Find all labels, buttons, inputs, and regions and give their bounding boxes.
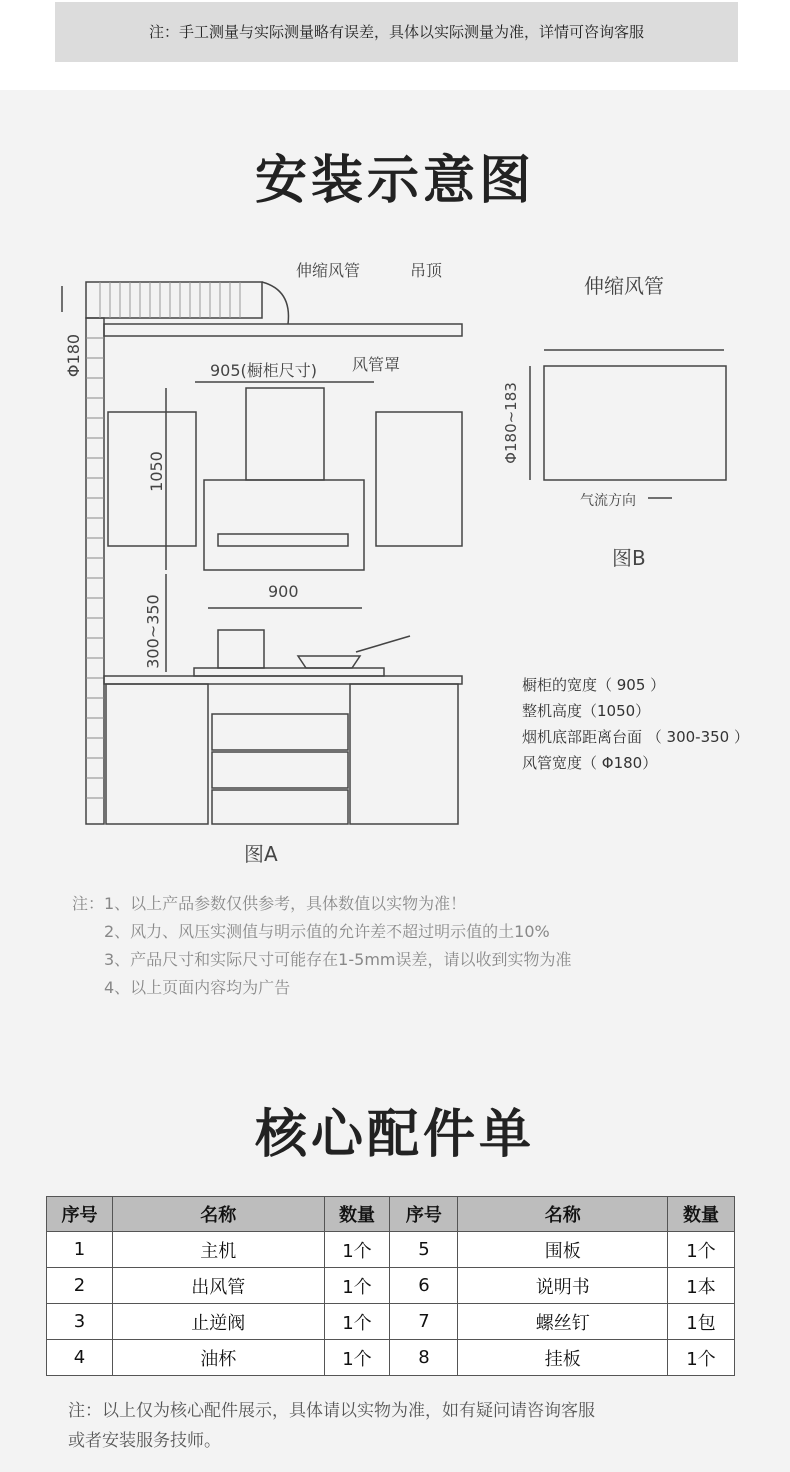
dim-pipe: Φ180 [64, 333, 84, 378]
hood-body [204, 480, 364, 570]
diagram-drawing [0, 240, 790, 880]
dim-clearance: 300~350 [143, 594, 163, 669]
figure-b-label: 图B [612, 546, 646, 570]
label-ceiling: 吊顶 [410, 261, 443, 280]
ceiling [104, 324, 462, 336]
table-cell: 1个 [324, 1268, 390, 1304]
table-cell: 围板 [458, 1232, 668, 1268]
measurement-notice: 注：手工测量与实际测量略有误差，具体以实际测量为准，详情可咨询客服 [55, 2, 738, 62]
header-cell: 序号 [47, 1197, 113, 1232]
parts-table [46, 1196, 735, 1376]
table-cell: 1个 [668, 1232, 735, 1268]
wall [86, 318, 104, 824]
base-cabinet-left [106, 684, 208, 824]
notes [72, 890, 572, 1002]
header-cell: 序号 [390, 1197, 458, 1232]
table-cell: 4 [47, 1340, 113, 1376]
table-cell: 3 [47, 1304, 113, 1340]
airflow-label: 气流方向 [580, 493, 636, 509]
table-cell: 螺丝钉 [458, 1304, 668, 1340]
hood-panel [218, 534, 348, 546]
duct-top [86, 282, 262, 318]
countertop [104, 676, 462, 684]
table-row [47, 1304, 735, 1340]
table-row [47, 1268, 735, 1304]
table-cell: 5 [390, 1232, 458, 1268]
table-cell: 1包 [668, 1304, 735, 1340]
label-duct: 伸缩风管 [296, 261, 361, 280]
header-cell: 数量 [324, 1197, 390, 1232]
install-diagram [0, 240, 790, 880]
table-row [47, 1232, 735, 1268]
pan-handle [356, 636, 410, 652]
pot [218, 630, 264, 668]
spec-list [522, 672, 749, 776]
wall-bricks [86, 338, 104, 798]
pan [298, 656, 360, 668]
duct-b [544, 366, 726, 480]
header-cell: 名称 [458, 1197, 668, 1232]
base-cabinet-right [350, 684, 458, 824]
spec-item: 风管宽度（ Φ180） [522, 754, 658, 772]
table-header-row [47, 1197, 735, 1232]
dim-width: 900 [268, 582, 299, 601]
table-cell: 油杯 [112, 1340, 324, 1376]
note-item: 注：1、以上产品参数仅供参考，具体数值以实物为准！ [72, 894, 467, 913]
header-cell: 数量 [668, 1197, 735, 1232]
table-cell: 止逆阀 [112, 1304, 324, 1340]
duct-dim: Φ180~183 [501, 382, 520, 464]
table-cell: 1个 [324, 1304, 390, 1340]
drawer-1 [212, 714, 348, 750]
parts-title: 核心配件单 [254, 1105, 535, 1165]
header-band [0, 0, 790, 90]
table-cell: 挂板 [458, 1340, 668, 1376]
hob [194, 668, 384, 676]
dim-height: 1050 [146, 451, 166, 492]
header-cell: 名称 [112, 1197, 324, 1232]
table-cell: 1本 [668, 1268, 735, 1304]
table-cell: 7 [390, 1304, 458, 1340]
label-cabinet-width: 905(橱柜尺寸) [210, 361, 318, 380]
spec-item: 烟机底部距离台面 （ 300-350 ） [522, 728, 749, 746]
footer-line: 或者安装服务技师。 [68, 1431, 221, 1451]
install-title: 安装示意图 [254, 151, 535, 211]
drawer-2 [212, 752, 348, 788]
duct-ribs [100, 282, 240, 318]
spec-item: 橱柜的宽度（ 905 ） [522, 676, 666, 694]
duct-title: 伸缩风管 [584, 274, 664, 298]
note-item: 4、以上页面内容均为广告 [104, 978, 291, 997]
table-row [47, 1340, 735, 1376]
table-cell: 1个 [668, 1340, 735, 1376]
table-cell: 1 [47, 1232, 113, 1268]
table-cell: 8 [390, 1340, 458, 1376]
table-cell: 1个 [324, 1340, 390, 1376]
footer-line: 注：以上仅为核心配件展示，具体请以实物为准，如有疑问请咨询客服 [68, 1401, 595, 1421]
note-item: 2、风力、风压实测值与明示值的允许差不超过明示值的土10% [104, 922, 550, 941]
table-cell: 说明书 [458, 1268, 668, 1304]
table-cell: 6 [390, 1268, 458, 1304]
table-cell: 出风管 [112, 1268, 324, 1304]
upper-cabinet-right [376, 412, 462, 546]
drawer-3 [212, 790, 348, 824]
table-cell: 主机 [112, 1232, 324, 1268]
figure-a-label: 图A [244, 842, 278, 866]
note-item: 3、产品尺寸和实际尺寸可能存在1-5mm误差，请以收到实物为准 [104, 950, 572, 969]
table-cell: 2 [47, 1268, 113, 1304]
label-hood-cover: 风管罩 [352, 355, 401, 374]
hood-chimney [246, 388, 324, 480]
spec-item: 整机高度（1050） [522, 702, 651, 720]
duct-bend [262, 282, 288, 324]
footer-note [68, 1396, 595, 1456]
table-cell: 1个 [324, 1232, 390, 1268]
